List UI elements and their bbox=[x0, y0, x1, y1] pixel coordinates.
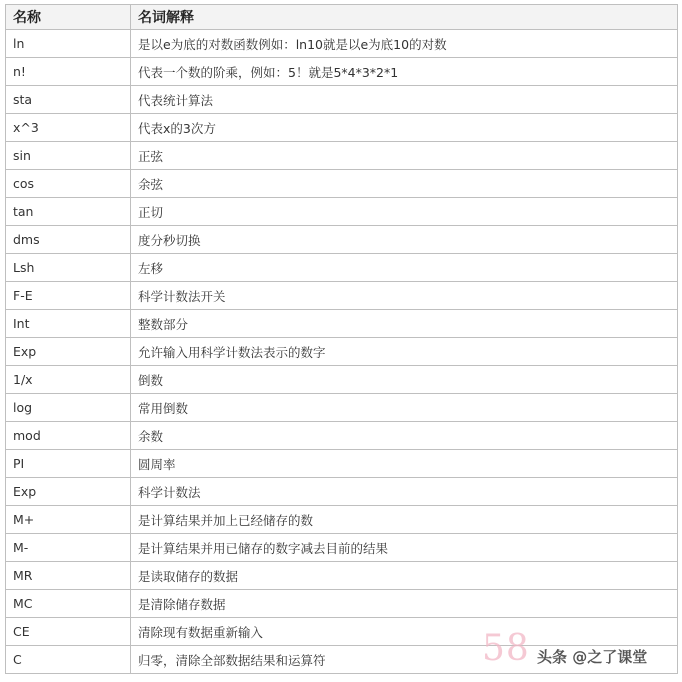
term-description: 是以e为底的对数函数例如：ln10就是以e为底10的对数 bbox=[131, 30, 678, 58]
term-description: 余弦 bbox=[131, 170, 678, 198]
definitions-table bbox=[5, 4, 678, 674]
table-row bbox=[6, 142, 678, 170]
term-description: 整数部分 bbox=[131, 310, 678, 338]
watermark bbox=[482, 628, 677, 672]
table-row bbox=[6, 58, 678, 86]
term-description: 科学计数法开关 bbox=[131, 282, 678, 310]
term-description: 圆周率 bbox=[131, 450, 678, 478]
term-description: 度分秒切换 bbox=[131, 226, 678, 254]
table-row bbox=[6, 534, 678, 562]
header-row bbox=[6, 5, 678, 30]
table-row bbox=[6, 366, 678, 394]
table-row bbox=[6, 394, 678, 422]
table-row bbox=[6, 198, 678, 226]
table-header bbox=[6, 5, 678, 30]
term-name: M+ bbox=[6, 506, 131, 534]
term-name: Int bbox=[6, 310, 131, 338]
term-description: 清除现有数据重新输入 bbox=[131, 618, 678, 646]
term-name: mod bbox=[6, 422, 131, 450]
table-row bbox=[6, 450, 678, 478]
column-header-description: 名词解释 bbox=[131, 5, 678, 30]
term-description: 是计算结果并加上已经储存的数 bbox=[131, 506, 678, 534]
term-name: log bbox=[6, 394, 131, 422]
table-row bbox=[6, 562, 678, 590]
term-description: 左移 bbox=[131, 254, 678, 282]
term-description: 代表一个数的阶乘，例如：5！就是5*4*3*2*1 bbox=[131, 58, 678, 86]
term-name: PI bbox=[6, 450, 131, 478]
table-row bbox=[6, 282, 678, 310]
table-row bbox=[6, 86, 678, 114]
table-row bbox=[6, 30, 678, 58]
term-name: dms bbox=[6, 226, 131, 254]
term-name: MR bbox=[6, 562, 131, 590]
term-name: sin bbox=[6, 142, 131, 170]
table-row bbox=[6, 338, 678, 366]
table-row bbox=[6, 170, 678, 198]
watermark-source: 头条 @之了课堂 bbox=[537, 648, 648, 666]
term-description: 允许输入用科学计数法表示的数字 bbox=[131, 338, 678, 366]
term-name: tan bbox=[6, 198, 131, 226]
term-name: F-E bbox=[6, 282, 131, 310]
table-row bbox=[6, 506, 678, 534]
table-body bbox=[6, 30, 678, 674]
term-name: Lsh bbox=[6, 254, 131, 282]
term-description: 常用倒数 bbox=[131, 394, 678, 422]
term-name: Exp bbox=[6, 478, 131, 506]
term-description: 科学计数法 bbox=[131, 478, 678, 506]
term-description: 归零，清除全部数据结果和运算符 bbox=[131, 646, 678, 674]
term-description: 是读取储存的数据 bbox=[131, 562, 678, 590]
term-description: 正弦 bbox=[131, 142, 678, 170]
term-name: cos bbox=[6, 170, 131, 198]
term-name: ln bbox=[6, 30, 131, 58]
table-row bbox=[6, 310, 678, 338]
term-name: Exp bbox=[6, 338, 131, 366]
table-row bbox=[6, 226, 678, 254]
term-name: n! bbox=[6, 58, 131, 86]
term-name: sta bbox=[6, 86, 131, 114]
term-name: 1/x bbox=[6, 366, 131, 394]
term-name: CE bbox=[6, 618, 131, 646]
table-row bbox=[6, 590, 678, 618]
table-row bbox=[6, 422, 678, 450]
table-row bbox=[6, 478, 678, 506]
term-description: 代表x的3次方 bbox=[131, 114, 678, 142]
term-description: 余数 bbox=[131, 422, 678, 450]
term-name: M- bbox=[6, 534, 131, 562]
term-description: 正切 bbox=[131, 198, 678, 226]
term-name: x^3 bbox=[6, 114, 131, 142]
term-description: 是计算结果并用已储存的数字减去目前的结果 bbox=[131, 534, 678, 562]
column-header-name: 名称 bbox=[6, 5, 131, 30]
term-name: C bbox=[6, 646, 131, 674]
term-description: 是清除储存数据 bbox=[131, 590, 678, 618]
table-row bbox=[6, 114, 678, 142]
watermark-site-logo: 58 bbox=[482, 628, 530, 669]
term-description: 代表统计算法 bbox=[131, 86, 678, 114]
term-name: MC bbox=[6, 590, 131, 618]
term-description: 倒数 bbox=[131, 366, 678, 394]
table-row bbox=[6, 254, 678, 282]
